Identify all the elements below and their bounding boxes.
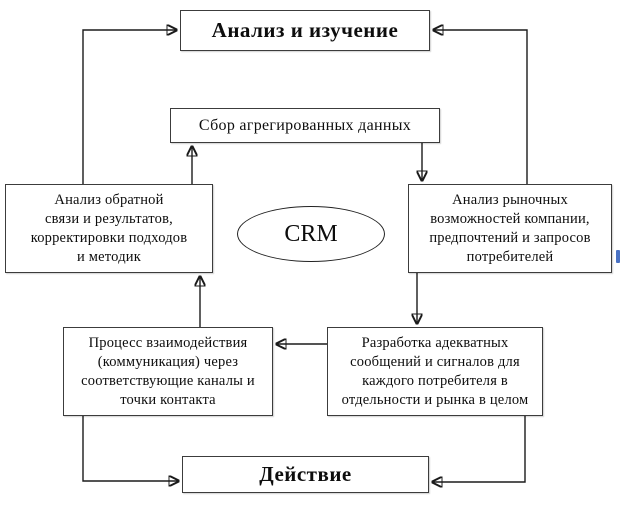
node-line: предпочтений и запросов [429,229,591,246]
node-line: сообщений и сигналов для [350,353,520,370]
node-line: Разработка адекватных [361,334,509,351]
node-crm-ellipse [237,206,385,262]
node-action [182,456,429,493]
node-line: связи и результатов, [45,210,173,227]
node-feedback-analysis [5,184,213,273]
edge-message-development-to-action [432,416,525,482]
node-line: соответствующие каналы и [81,372,255,389]
node-line: Анализ обратной [54,191,164,208]
node-action-label: Действие [259,462,352,486]
node-data-collection-label: Сбор агрегированных данных [198,116,412,134]
edge-market-to-analysis-study [433,30,527,184]
node-data-collection [170,108,440,143]
node-line: корректировки подходов [30,229,188,246]
node-interaction-process [63,327,273,416]
node-line: каждого потребителя в [362,372,508,389]
node-line: (коммуникация) через [97,353,239,370]
edge-feedback-to-analysis-study [83,30,177,184]
node-market-analysis [408,184,612,273]
edge-interaction-to-action [83,416,179,481]
node-analysis-study [180,10,430,51]
node-line: потребителей [466,248,554,265]
node-line: и методик [77,248,141,265]
node-analysis-study-label: Анализ и изучение [211,18,399,42]
node-line: отдельности и рынка в целом [341,391,529,408]
stray-artifact-mark [616,250,620,263]
crm-label: CRM [284,220,338,247]
node-message-development [327,327,543,416]
node-line: Процесс взаимодействия [88,334,248,351]
node-line: Анализ рыночных [452,191,568,208]
node-line: точки контакта [120,391,216,408]
node-line: возможностей компании, [430,210,590,227]
